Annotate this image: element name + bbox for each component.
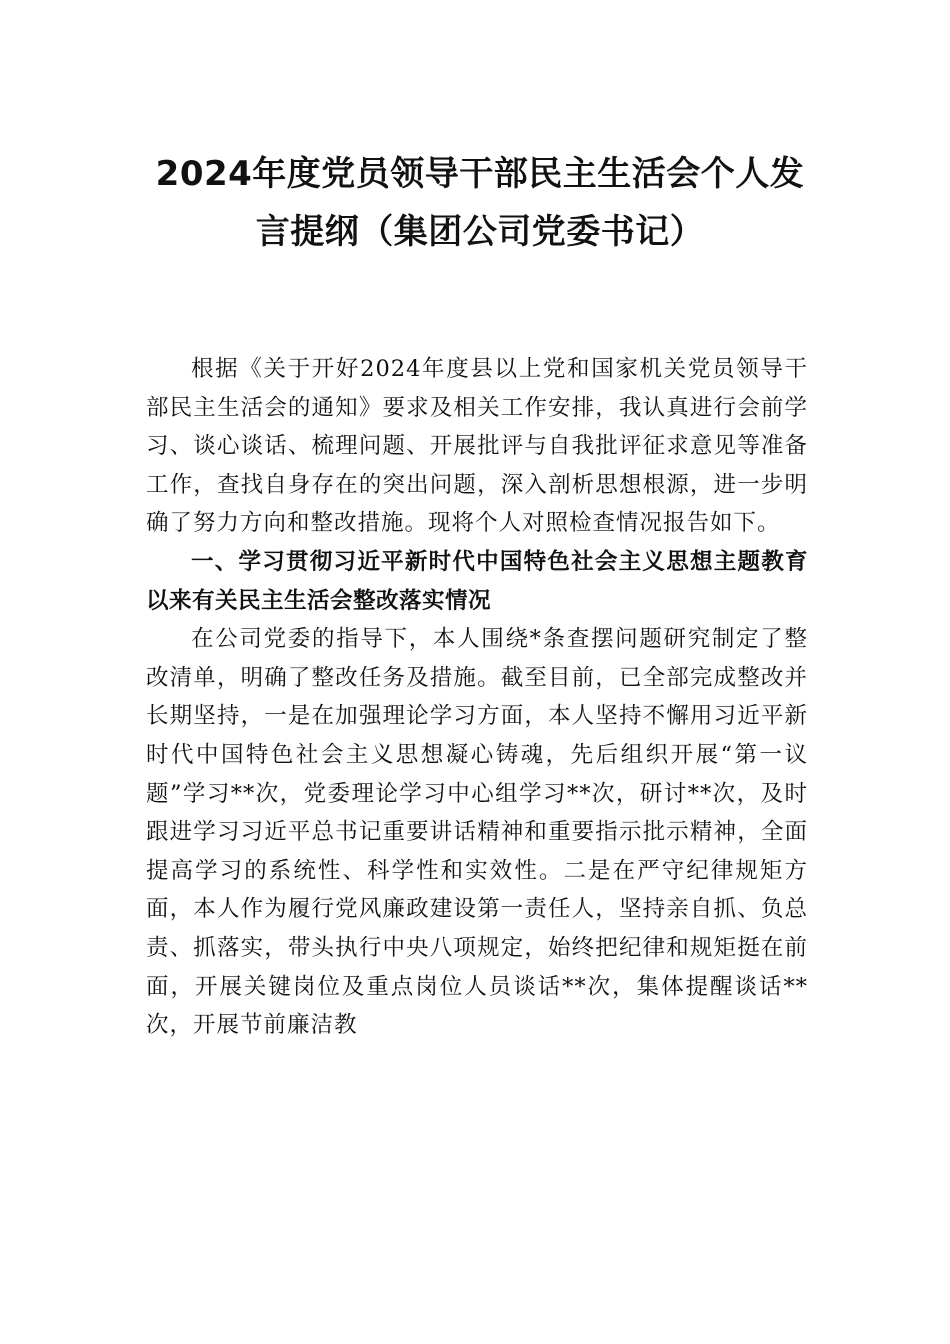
section-1-heading: 一、学习贯彻习近平新时代中国特色社会主义思想主题教育以来有关民主生活会整改落实情况 bbox=[146, 548, 808, 614]
document-body bbox=[146, 350, 808, 1045]
intro-paragraph: 根据《关于开好2024年度县以上党和国家机关党员领导干部民主生活会的通知》要求及相关工作安排，我认真进行会前学习、谈心谈话、梳理问题、开展批评与自我批评征求意见等准备工作，查找自身存在的突出问题，深入剖析思想根源，进一步明确了努力方向和整改措施。现将个人对照检查情况报告如下。 bbox=[146, 356, 808, 537]
title-line-2: 言提纲（集团公司党委书记） bbox=[255, 212, 705, 252]
section-1-paragraph: 在公司党委的指导下，本人围绕*条查摆问题研究制定了整改清单，明确了整改任务及措施。截至目前，已全部完成整改并长期坚持，一是在加强理论学习方面，本人坚持不懈用习近平新时代中国特色社会主义思想凝心铸魂，先后组织开展“第一议题”学习**次，党委理论学习中心组学习**次，研讨**次，及时跟进学习习近平总书记重要讲话精神和重要指示批示精神，全面提高学习的系统性、科学性和实效性。二是在严守纪律规矩方面，本人作为履行党风廉政建设第一责任人，坚持亲自抓、负总责、抓落实，带头执行中央八项规定，始终把纪律和规矩挺在前面，开展关键岗位及重点岗位人员谈话**次，集体提醒谈话**次，开展节前廉洁教 bbox=[146, 626, 808, 1039]
title-line-1: 2024年度党员领导干部民主生活会个人发 bbox=[155, 154, 805, 194]
document-title bbox=[150, 145, 810, 261]
